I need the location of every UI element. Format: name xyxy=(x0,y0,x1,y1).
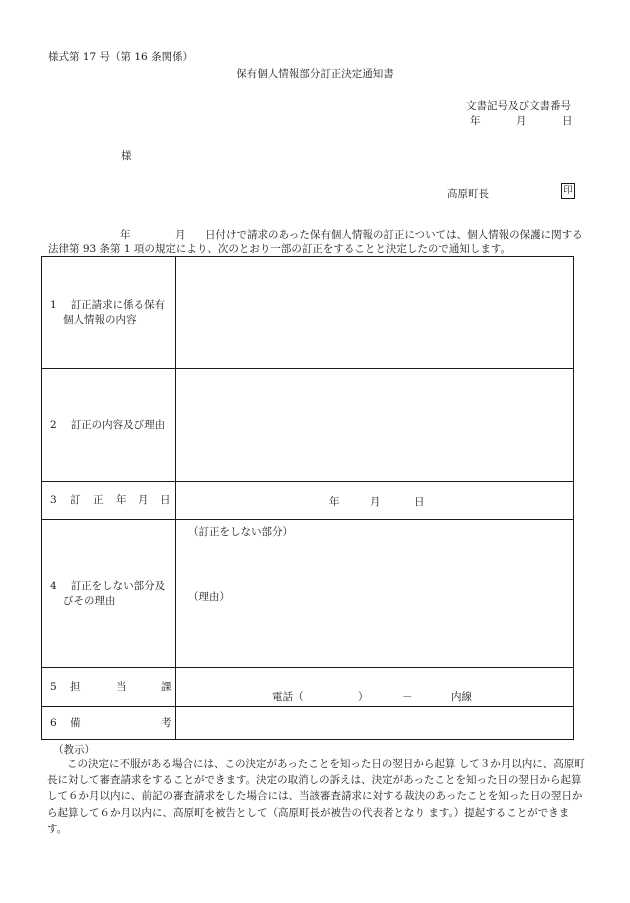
issue-date-month: 月 xyxy=(516,115,527,127)
row3-char: 月 xyxy=(138,494,149,506)
row3-num: 3 xyxy=(50,494,57,506)
row5-num: 5 xyxy=(50,680,57,693)
row6-char: 考 xyxy=(161,716,172,729)
row6-num: 6 xyxy=(50,716,57,729)
row4-value[interactable] xyxy=(176,520,574,668)
row3-year: 年 xyxy=(329,496,340,508)
row4-reason-label: （理由） xyxy=(188,591,230,603)
row4-label xyxy=(42,520,176,668)
row1-value[interactable] xyxy=(176,257,574,369)
decision-table xyxy=(41,256,574,740)
document-title: 保有個人情報部分訂正決定通知書 xyxy=(236,68,394,80)
intro-text-1: 日付けで請求のあった保有個人情報の訂正については、個人情報の保護に関する xyxy=(205,229,583,241)
row5-label xyxy=(42,668,176,707)
table-row xyxy=(42,707,574,740)
table-row xyxy=(42,668,574,707)
row3-char: 訂 xyxy=(70,494,81,506)
sender-name: 高原町長 xyxy=(447,188,489,200)
issue-date-day: 日 xyxy=(562,115,573,127)
issue-date xyxy=(470,113,573,128)
row4-num: 4 xyxy=(50,579,57,592)
addressee-suffix: 様 xyxy=(121,150,132,162)
row3-month: 月 xyxy=(370,496,381,508)
row5-contact[interactable] xyxy=(176,668,574,707)
row6-char: 備 xyxy=(70,716,81,729)
notice-text: この決定に不服がある場合には、この決定があったことを知った日の翌日から起算 して３か月以内に、高原町長に対して審査請求をすることができます。決定の取消しの訴えは、決定があったことを知った日の翌日から起算して６か月以内に、前記の審査請求をした場合には、当該審査請求に対する裁決のあったことを知った日の翌日から起算して６か月以内に、高原町を被告として（高原町長が被告の代表者となり ます。）提起することができます。 xyxy=(47,758,585,835)
intro-line-1 xyxy=(48,227,583,242)
notice-label: （教示） xyxy=(53,744,95,756)
row2-label xyxy=(42,369,176,482)
row6-value[interactable] xyxy=(176,707,574,740)
form-number: 様式第 17 号（第 16 条関係） xyxy=(48,51,194,63)
row2-num: 2 xyxy=(50,418,57,431)
row4-label-line1: 訂正をしない部分及 xyxy=(70,579,166,592)
row5-char: 課 xyxy=(161,680,172,693)
row3-char: 年 xyxy=(116,494,127,506)
row6-label xyxy=(42,707,176,740)
phone-dash: － xyxy=(402,691,413,703)
intro-line-2: 法律第 93 条第 1 項の規定により、次のとおり一部の訂正をすることと決定したので通知します。 xyxy=(48,243,512,255)
row3-day: 日 xyxy=(414,496,425,508)
row4-label-line2: びその理由 xyxy=(63,594,116,607)
intro-month: 月 xyxy=(175,229,186,241)
row4-part-label: （訂正をしない部分） xyxy=(188,526,293,538)
intro-year: 年 xyxy=(120,229,131,241)
table-row xyxy=(42,257,574,369)
row5-char: 担 xyxy=(70,680,81,693)
phone-label: 電話（ xyxy=(272,691,304,703)
row1-label xyxy=(42,257,176,369)
phone-close: ） xyxy=(358,691,369,703)
doc-number-label: 文書記号及び文書番号 xyxy=(466,100,571,112)
table-row xyxy=(42,520,574,668)
row3-char: 正 xyxy=(93,494,104,506)
row1-label-line1: 訂正請求に係る保有 xyxy=(70,298,166,311)
seal-box: 印 xyxy=(561,183,575,199)
row5-char: 当 xyxy=(116,680,127,693)
row1-label-line2: 個人情報の内容 xyxy=(63,313,137,326)
row3-date[interactable] xyxy=(176,482,574,520)
table-row xyxy=(42,369,574,482)
issue-date-year: 年 xyxy=(470,115,481,127)
table-row xyxy=(42,482,574,520)
row2-value[interactable] xyxy=(176,369,574,482)
row3-label xyxy=(42,482,176,520)
extension-label: 内線 xyxy=(451,691,472,703)
row2-label-text: 訂正の内容及び理由 xyxy=(70,418,166,431)
row3-char: 日 xyxy=(160,494,171,506)
row1-num: 1 xyxy=(50,298,57,311)
